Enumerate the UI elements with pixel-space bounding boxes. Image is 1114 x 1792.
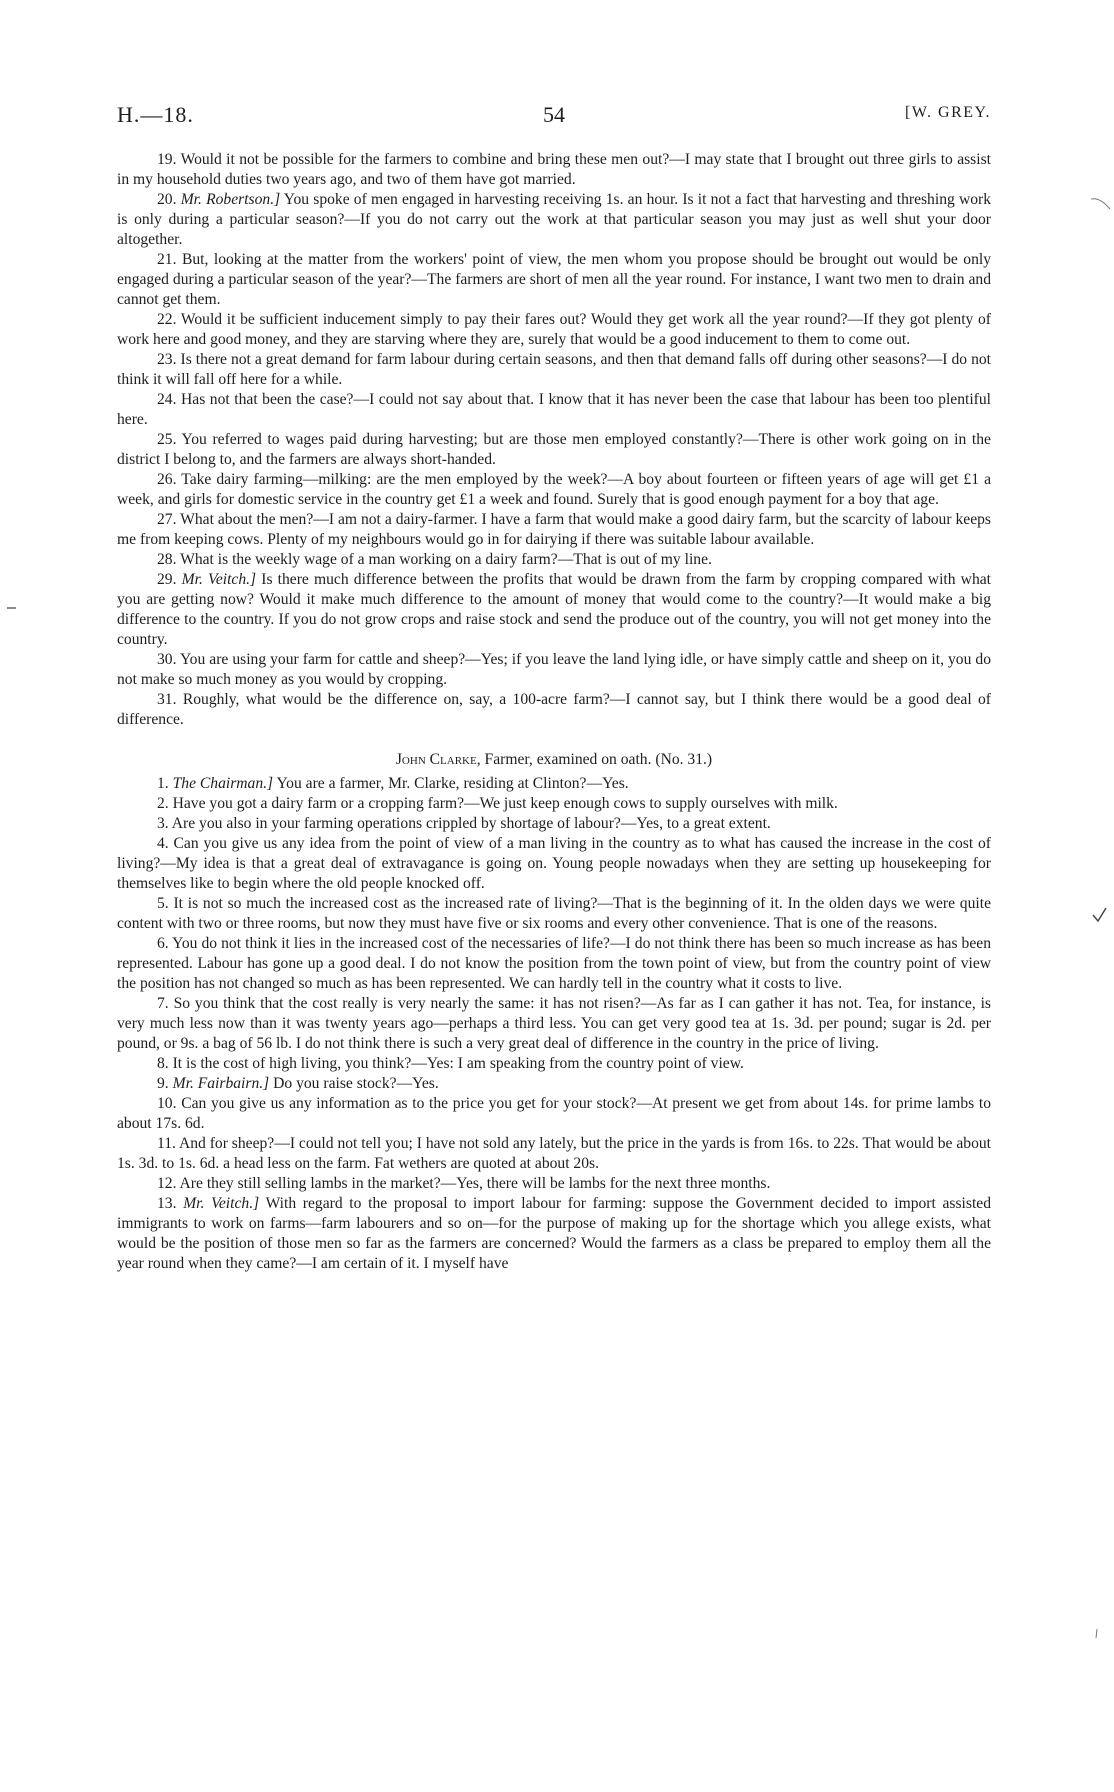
speaker-name: Mr. Robertson.] <box>180 191 281 208</box>
question-paragraph: 5. It is not so much the increased cost as the increased rate of living?—That is the beginning of it. In the olden days we were quite content with two or three rooms, but now they must have five or six rooms and every other convenience. That is one of the reasons. <box>117 895 991 932</box>
question-paragraph: 11. And for sheep?—I could not tell you; I have not sold any lately, but the price in the yards is from 16s. to 22s. That would be about 1s. 3d. to 1s. 6d. a head less on the farm. Fat wethers are quoted at about 20s. <box>117 1135 991 1172</box>
question-paragraph: 6. You do not think it lies in the increased cost of the necessaries of life?—I do not think there has been so much increase as has been represented. Labour has gone up a good deal. I do not know the position from the town point of view, but from the country point of view the position has not changed so much as has been represented. We can hardly tell in the country what it costs to live. <box>117 935 991 992</box>
text-column <box>117 150 991 1274</box>
page-number: 54 <box>543 102 565 127</box>
question-paragraph: 4. Can you give us any idea from the point of view of a man living in the country as to what has caused the increase in the cost of living?—My idea is that a great deal of extravagance is going on. Young people nowadays when they are setting up housekeeping for themselves like to begin where the old people knocked off. <box>117 835 991 892</box>
witness-reference: [W. GREY. <box>905 104 991 121</box>
question-paragraph: 30. You are using your farm for cattle and sheep?—Yes; if you leave the land lying idle, or have simply cattle and sheep on it, you do not make so much money as you would by cropping. <box>117 651 991 688</box>
question-paragraph: 29. Mr. Veitch.] Is there much difference between the profits that would be drawn from the farm by cropping compared with what you are getting now? Would it make much difference to the amount of money that would come to the country?—It would make a big difference to the country. If you do not grow crops and raise stock and send the produce out of the country, you will not get money into the country. <box>117 571 991 648</box>
question-paragraph: 8. It is the cost of high living, you think?—Yes: I am speaking from the country point of view. <box>157 1055 744 1072</box>
question-paragraph: 26. Take dairy farming—milking: are the men employed by the week?—A boy about fourteen or fifteen years of age will get £1 a week, and girls for domestic service in the country get £1 a week and found. Surely that is good enough payment for a boy that age. <box>117 471 991 508</box>
speaker-name: Mr. Veitch.] <box>183 1195 260 1212</box>
question-paragraph: 25. You referred to wages paid during harvesting; but are those men employed constantly?—There is other work going on in the district I belong to, and the farmers are always short-handed. <box>117 431 991 468</box>
question-paragraph: 7. So you think that the cost really is very nearly the same: it has not risen?—As far as I can gather it has not. Tea, for instance, is very much less now than it was twenty years ago—perhaps a third less. You can get very good tea at 1s. 3d. per pound; sugar is 2d. per pound, or 9s. a bag of 56 lb. I do not think there is such a very great deal of difference in the country in the price of living. <box>117 995 991 1052</box>
page-header <box>117 102 991 132</box>
speaker-name: The Chairman.] <box>172 775 274 792</box>
question-paragraph: 31. Roughly, what would be the difference on, say, a 100-acre farm?—I cannot say, but I think there would be a good deal of difference. <box>117 691 991 728</box>
question-paragraph: 9. Mr. Fairbairn.] Do you raise stock?—Yes. <box>157 1075 439 1092</box>
margin-tick-mark <box>1090 905 1110 927</box>
question-paragraph: 23. Is there not a great demand for farm labour during certain seasons, and then that demand falls off during other seasons?—I do not think it will fall off here for a while. <box>117 351 992 388</box>
margin-stroke-mark <box>1090 195 1112 215</box>
margin-speck-mark <box>1092 1627 1102 1641</box>
question-paragraph: 10. Can you give us any information as to the price you get for your stock?—At present we get from about 14s. for prime lambs to about 17s. 6d. <box>117 1095 992 1132</box>
question-paragraph: 2. Have you got a dairy farm or a cropping farm?—We just keep enough cows to supply ourselves with milk. <box>157 795 838 812</box>
witness-name: John Clarke <box>395 751 477 768</box>
margin-dash-mark <box>6 605 18 611</box>
question-paragraph: 28. What is the weekly wage of a man working on a dairy farm?—That is out of my line. <box>157 551 712 568</box>
question-paragraph: 22. Would it be sufficient inducement simply to pay their fares out? Would they get work all the year round?—If they got plenty of work here and good money, and they are starving where they are, surely that would be a good inducement to them to come out. <box>117 311 991 348</box>
speaker-name: Mr. Veitch.] <box>181 571 257 588</box>
question-paragraph: 21. But, looking at the matter from the workers' point of view, the men whom you propose should be brought out would be only engaged during a particular season of the year?—The farmers are short of men all the year round. For instance, I want two men to drain and cannot get them. <box>117 251 992 308</box>
witness-heading: John Clarke, Farmer, examined on oath. (No. 31.) <box>395 751 713 768</box>
question-paragraph: 12. Are they still selling lambs in the market?—Yes, there will be lambs for the next three months. <box>157 1175 771 1192</box>
document-code: H.—18. <box>117 102 194 127</box>
question-paragraph: 3. Are you also in your farming operations crippled by shortage of labour?—Yes, to a great extent. <box>157 815 771 832</box>
speaker-name: Mr. Fairbairn.] <box>172 1075 270 1092</box>
question-paragraph: 1. The Chairman.] You are a farmer, Mr. Clarke, residing at Clinton?—Yes. <box>157 775 629 792</box>
question-paragraph: 19. Would it not be possible for the farmers to combine and bring these men out?—I may state that I brought out three girls to assist in my household duties two years ago, and two of them have got married. <box>117 151 991 188</box>
question-paragraph: 27. What about the men?—I am not a dairy-farmer. I have a farm that would make a good dairy farm, but the scarcity of labour keeps me from keeping cows. Plenty of my neighbours would go in for dairying if there was suitable labour available. <box>117 511 991 548</box>
question-paragraph: 13. Mr. Veitch.] With regard to the proposal to import labour for farming: suppose the Government decided to import assisted immigrants to work on farms—farm labourers and so on—for the purpose of making up for the shortage which you allege exists, what would be the position of those men so far as the farmers are concerned? Would the farmers as a class be prepared to employ them all the year round when they came?—I am certain of it. I myself have <box>117 1195 992 1272</box>
question-paragraph: 20. Mr. Robertson.] You spoke of men engaged in harvesting receiving 1s. an hour. Is it not a fact that harvesting and threshing work is only during a particular season?—If you do not carry out the work at that particular season you may just as well shut your door altogether. <box>117 191 992 248</box>
question-paragraph: 24. Has not that been the case?—I could not say about that. I know that it has never been the case that labour has been too plentiful here. <box>117 391 991 428</box>
